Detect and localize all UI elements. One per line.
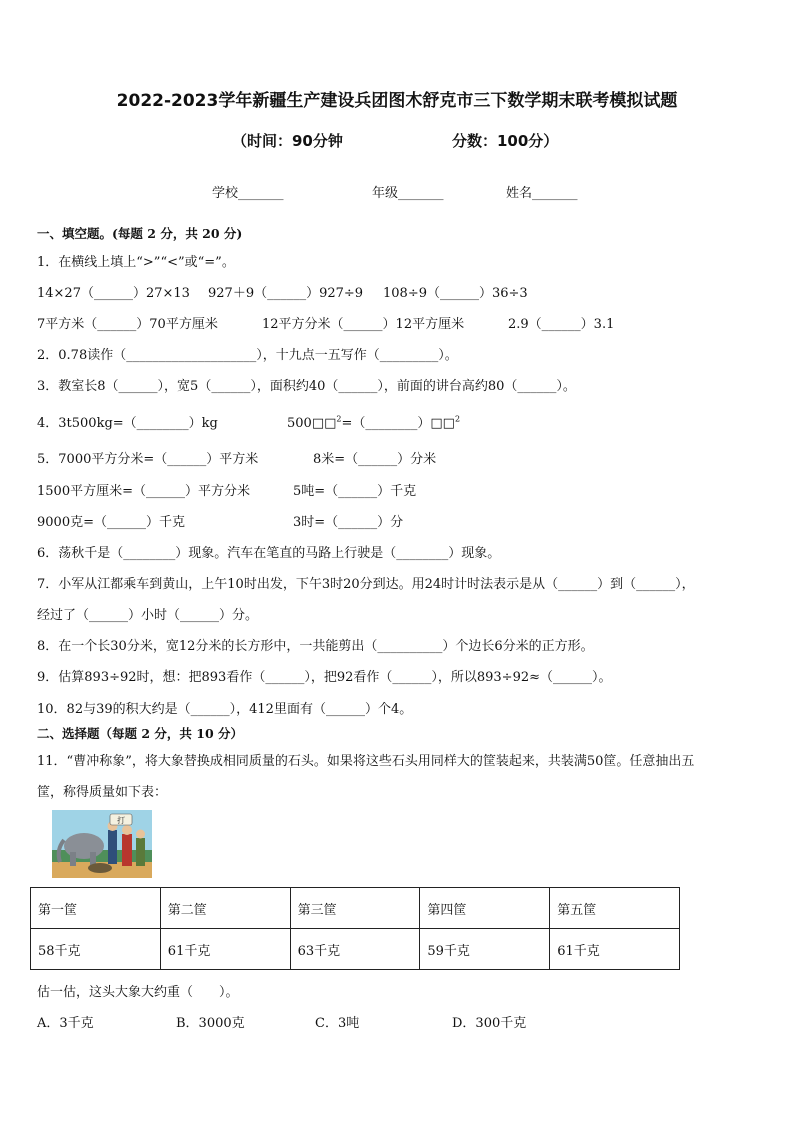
- q7-line-2: 经过了（______）小时（______）分。: [37, 608, 259, 623]
- q1-item: 7平方米（______）70平方厘米: [37, 317, 218, 332]
- q3: 3．教室长8（______），宽5（______），面积约40（______），前面的讲台高约80（______）。: [37, 379, 576, 394]
- option-c[interactable]: C．3吨: [315, 1016, 360, 1031]
- table-cell: 59千克: [420, 929, 550, 970]
- illustration-sign: 打: [117, 816, 125, 825]
- exam-time: （时间：90分钟: [232, 132, 343, 150]
- q1-item: 2.9（______）3.1: [508, 317, 615, 332]
- table-cell: 第五筐: [550, 888, 680, 929]
- grade-field[interactable]: 年级_______: [372, 186, 444, 201]
- q4-part-a: 4．3t500kg=（________）kg: [37, 416, 218, 431]
- q5-item: 8米=（______）分米: [313, 452, 437, 467]
- section-choice: 二、选择题（每题 2 分，共 10 分）: [37, 726, 244, 741]
- q5-item: 9000克=（______）千克: [37, 515, 185, 530]
- table-header-row: [31, 888, 680, 929]
- table-cell: 63千克: [290, 929, 420, 970]
- option-a[interactable]: A．3千克: [37, 1016, 94, 1031]
- q5-item: 5．7000平方分米=（______）平方米: [37, 452, 259, 467]
- q9: 9．估算893÷92时，想：把893看作（______），把92看作（______），所以893÷92≈（______）。: [37, 670, 612, 685]
- name-field[interactable]: 姓名_______: [506, 186, 578, 201]
- table-row: [31, 929, 680, 970]
- q4-part-b: 500□□$^2$=（________）□□$^2$: [287, 414, 461, 431]
- q6: 6．荡秋千是（________）现象。汽车在笔直的马路上行驶是（________）现象。: [37, 546, 501, 561]
- q1-item: 108÷9（______）36÷3: [383, 286, 528, 301]
- q8: 8．在一个长30分米，宽12分米的长方形中，一共能剪出（__________）个边长6分米的正方形。: [37, 639, 594, 654]
- q7-line-1: 7．小军从江都乘车到黄山，上午10时出发，下午3时20分到达。用24时计时法表示是从（______）到（______），: [37, 577, 695, 592]
- table-cell: 61千克: [550, 929, 680, 970]
- q11-question: 估一估，这头大象大约重（ ）。: [37, 985, 239, 1000]
- option-d[interactable]: D．300千克: [452, 1016, 527, 1031]
- table-cell: 第三筐: [290, 888, 420, 929]
- cao-chong-elephant-illustration: [52, 810, 152, 878]
- exam-score: 分数：100分）: [452, 132, 559, 150]
- q5-item: 5吨=（______）千克: [293, 484, 417, 499]
- q10: 10．82与39的积大约是（______），412里面有（______）个4。: [37, 702, 413, 717]
- q1-item: 927＋9（______）927÷9: [208, 286, 364, 301]
- q11-line-1: 11．“曹冲称象”，将大象替换成相同质量的石头。如果将这些石头用同样大的筐装起来，共装满50筐。任意抽出五: [37, 754, 695, 769]
- q2: 2．0.78读作（____________________），十九点一五写作（_________）。: [37, 348, 458, 363]
- q11-line-2: 筐，称得质量如下表：: [37, 785, 168, 800]
- q1-item: 14×27（______）27×13: [37, 286, 190, 301]
- q1-stem: 1．在横线上填上“>”“<”或“=”。: [37, 255, 235, 270]
- school-field[interactable]: 学校_______: [212, 186, 284, 201]
- basket-weight-table: [30, 887, 680, 970]
- exam-title: 2022-2023学年新疆生产建设兵团图木舒克市三下数学期末联考模拟试题: [116, 91, 678, 111]
- section-fill-in: 一、填空题。(每题 2 分，共 20 分): [37, 226, 243, 241]
- option-b[interactable]: B．3000克: [176, 1016, 245, 1031]
- table-cell: 58千克: [31, 929, 161, 970]
- table-cell: 第二筐: [160, 888, 290, 929]
- q5-item: 1500平方厘米=（______）平方分米: [37, 484, 250, 499]
- table-cell: 61千克: [160, 929, 290, 970]
- table-cell: 第四筐: [420, 888, 550, 929]
- table-cell: 第一筐: [31, 888, 161, 929]
- q5-item: 3时=（______）分: [293, 515, 404, 530]
- q1-item: 12平方分米（______）12平方厘米: [262, 317, 465, 332]
